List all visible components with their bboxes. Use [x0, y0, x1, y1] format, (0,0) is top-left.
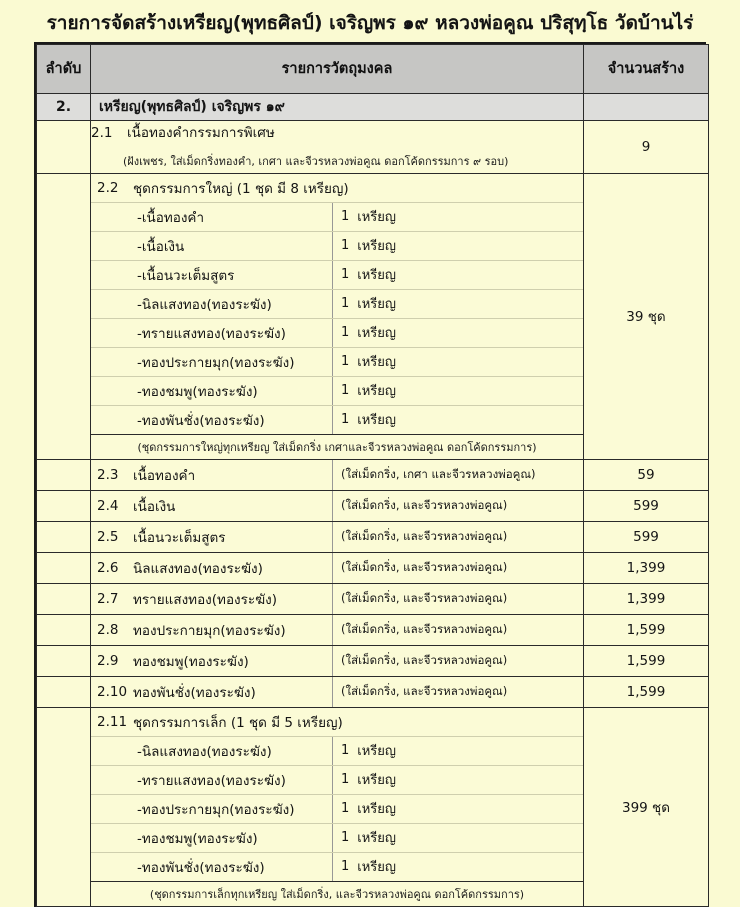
subitem-unit: เหรียญ [357, 210, 396, 226]
subitem-unit: เหรียญ [357, 297, 396, 313]
subitem-row [91, 347, 583, 376]
amount-value: 1,599 [626, 683, 666, 700]
item-line [91, 615, 583, 645]
section-number: 2. [37, 93, 91, 120]
item-label: ทรายแสงทอง(ทองระฆัง) [133, 591, 278, 608]
subitem-row [91, 823, 583, 852]
subitem-label: -ทองประกายมุก(ทองระฆัง) [137, 801, 295, 818]
row-seq-blank [37, 645, 91, 676]
row-description [91, 120, 584, 173]
row-amount [584, 707, 709, 906]
subitem-unit: เหรียญ [357, 773, 396, 789]
table-row [37, 645, 709, 676]
item-detail: (ใส่เม็ดกริ่ง, และจีวรหลวงพ่อคูณ) [341, 683, 508, 698]
subitem-count: 1 [341, 859, 350, 875]
subitem-unit: เหรียญ [357, 413, 396, 429]
subitem-row [91, 852, 583, 881]
item-label: ทองพันชั่ง(ทองระฆัง) [133, 684, 256, 701]
group-heading-line [91, 708, 583, 736]
row-description [91, 552, 584, 583]
table-row [37, 676, 709, 707]
subitem-label: -นิลแสงทอง(ทองระฆัง) [137, 296, 272, 313]
item-line [91, 491, 583, 521]
row-amount [584, 459, 709, 490]
amount-value: 59 [637, 466, 655, 483]
subitem-count: 1 [341, 354, 350, 370]
subitem-label: -เนื้อนวะเต็มสูตร [137, 267, 235, 284]
row-amount [584, 120, 709, 173]
row-seq-blank [37, 707, 91, 906]
row-seq-blank [37, 459, 91, 490]
amount-value: 599 [633, 528, 659, 545]
subitem-unit: เหรียญ [357, 860, 396, 876]
item-label: ทองประกายมุก(ทองระฆัง) [133, 622, 286, 639]
item-line [91, 553, 583, 583]
table-row [37, 707, 709, 906]
item-number: 2.5 [97, 528, 119, 545]
item-number: 2.2 [97, 179, 119, 196]
item-label: เนื้อนวะเต็มสูตร [133, 529, 226, 546]
table-row [37, 459, 709, 490]
amount-value: 1,399 [626, 590, 666, 607]
item-number: 2.11 [97, 713, 128, 730]
row-amount [584, 521, 709, 552]
item-detail: (ใส่เม็ดกริ่ง, และจีวรหลวงพ่อคูณ) [341, 528, 508, 543]
subitem-unit: เหรียญ [357, 744, 396, 760]
item-number: 2.9 [97, 652, 119, 669]
subitem-row [91, 405, 583, 434]
subitem-count: 1 [341, 383, 350, 399]
subitem-row [91, 318, 583, 347]
item-label: เนื้อเงิน [133, 498, 176, 515]
row-seq-blank [37, 676, 91, 707]
item-detail: (ใส่เม็ดกริ่ง, และจีวรหลวงพ่อคูณ) [341, 621, 508, 636]
row-seq-blank [37, 583, 91, 614]
amount-value: 1,599 [626, 621, 666, 638]
item-detail: (ใส่เม็ดกริ่ง, และจีวรหลวงพ่อคูณ) [341, 497, 508, 512]
subitem-unit: เหรียญ [357, 355, 396, 371]
group-heading-line [91, 174, 583, 202]
row-description [91, 490, 584, 521]
item-label: เนื้อทองคำกรรมการพิเศษ [127, 124, 275, 141]
item-detail: (ใส่เม็ดกริ่ง, และจีวรหลวงพ่อคูณ) [341, 652, 508, 667]
column-header-seq: ลำดับ [37, 44, 91, 93]
table-row [37, 120, 709, 173]
item-number: 2.7 [97, 590, 119, 607]
row-description [91, 459, 584, 490]
page-title: รายการจัดสร้างเหรียญ(พุทธศิลป์) เจริญพร ๑๙ หลวงพ่อคูณ ปริสุทฺโธ วัดบ้านไร่ [46, 12, 694, 34]
row-amount [584, 552, 709, 583]
item-number: 2.10 [97, 683, 128, 700]
subitem-unit: เหรียญ [357, 802, 396, 818]
subitem-count: 1 [341, 296, 350, 312]
row-description [91, 645, 584, 676]
subitem-unit: เหรียญ [357, 831, 396, 847]
subitem-row [91, 202, 583, 231]
row-seq-blank [37, 521, 91, 552]
subitem-label: -ทองพันชั่ง(ทองระฆัง) [137, 412, 265, 429]
row-amount [584, 645, 709, 676]
row-description [91, 707, 584, 906]
amulet-table-container [34, 42, 706, 907]
subitem-count: 1 [341, 743, 350, 759]
item-label: ทองชมพู(ทองระฆัง) [133, 653, 249, 670]
row-description [91, 173, 584, 459]
subitem-row [91, 231, 583, 260]
row-description [91, 583, 584, 614]
row-description [91, 676, 584, 707]
subitem-label: -ทองประกายมุก(ทองระฆัง) [137, 354, 295, 371]
subitem-row [91, 376, 583, 405]
row-amount [584, 676, 709, 707]
subitem-row [91, 736, 583, 765]
amount-value: 399 ชุด [622, 799, 670, 816]
subitem-unit: เหรียญ [357, 239, 396, 255]
table-row [37, 173, 709, 459]
amount-value: 1,599 [626, 652, 666, 669]
item-note: (ฝังเพชร, ใส่เม็ดกริ่งทองคำ, เกศา และจีวรหลวงพ่อคูณ ดอกโค้ดกรรมการ ๙ รอบ) [123, 154, 509, 168]
row-description [91, 521, 584, 552]
item-label: ชุดกรรมการเล็ก (1 ชุด มี 5 เหรียญ) [133, 714, 343, 731]
subitem-row [91, 260, 583, 289]
section-label: เหรียญ(พุทธศิลป์) เจริญพร ๑๙ [91, 93, 584, 120]
subitem-count: 1 [341, 772, 350, 788]
item-line [91, 584, 583, 614]
subitem-count: 1 [341, 830, 350, 846]
subitem-label: -เนื้อทองคำ [137, 209, 205, 226]
column-header-amount: จำนวนสร้าง [584, 44, 709, 93]
subitem-label: -ทองชมพู(ทองระฆัง) [137, 830, 258, 847]
group-footnote: (ชุดกรรมการใหญ่ทุกเหรียญ ใส่เม็ดกริ่ง เกศาและจีวรหลวงพ่อคูณ ดอกโค้ดกรรมการ) [91, 434, 583, 459]
table-row [37, 552, 709, 583]
subitem-count: 1 [341, 325, 350, 341]
item-label: เนื้อทองคำ [133, 467, 196, 484]
subitem-label: -นิลแสงทอง(ทองระฆัง) [137, 743, 272, 760]
row-amount [584, 490, 709, 521]
row-seq-blank [37, 552, 91, 583]
item-detail: (ใส่เม็ดกริ่ง, เกศา และจีวรหลวงพ่อคูณ) [341, 466, 536, 481]
table-header [37, 44, 709, 93]
item-number: 2.1 [91, 124, 113, 141]
amount-value: 9 [641, 138, 651, 155]
table-row [37, 583, 709, 614]
item-number: 2.8 [97, 621, 119, 638]
item-number: 2.6 [97, 559, 119, 576]
row-description [91, 614, 584, 645]
amount-value: 1,399 [626, 559, 666, 576]
item-detail: (ใส่เม็ดกริ่ง, และจีวรหลวงพ่อคูณ) [341, 559, 508, 574]
subitem-row [91, 794, 583, 823]
subitem-label: -ทองพันชั่ง(ทองระฆัง) [137, 859, 265, 876]
subitem-label: -ทรายแสงทอง(ทองระฆัง) [137, 325, 286, 342]
amount-value: 599 [633, 497, 659, 514]
row-seq-blank [37, 120, 91, 173]
table-row [37, 490, 709, 521]
item-label: ชุดกรรมการใหญ่ (1 ชุด มี 8 เหรียญ) [133, 180, 349, 197]
table-body [37, 93, 709, 906]
row-seq-blank [37, 614, 91, 645]
amulet-production-table [36, 44, 709, 907]
item-line [91, 646, 583, 676]
amount-value: 39 ชุด [626, 309, 666, 326]
row-amount [584, 173, 709, 459]
subitem-count: 1 [341, 412, 350, 428]
row-seq-blank [37, 490, 91, 521]
subitem-unit: เหรียญ [357, 326, 396, 342]
table-row [37, 614, 709, 645]
item-detail: (ใส่เม็ดกริ่ง, และจีวรหลวงพ่อคูณ) [341, 590, 508, 605]
subitem-unit: เหรียญ [357, 268, 396, 284]
subitem-count: 1 [341, 801, 350, 817]
subitem-label: -เนื้อเงิน [137, 238, 185, 255]
subitem-label: -ทรายแสงทอง(ทองระฆัง) [137, 772, 286, 789]
row-seq-blank [37, 173, 91, 459]
table-row [37, 521, 709, 552]
section-row [37, 93, 709, 120]
subitem-count: 1 [341, 238, 350, 254]
section-amount [584, 93, 709, 120]
item-line [91, 677, 583, 707]
subitem-count: 1 [341, 267, 350, 283]
subitem-row [91, 289, 583, 318]
item-number: 2.4 [97, 497, 119, 514]
item-line [91, 460, 583, 490]
row-amount [584, 614, 709, 645]
item-heading-line [91, 121, 583, 149]
subitem-unit: เหรียญ [357, 384, 396, 400]
item-line [91, 522, 583, 552]
row-amount [584, 583, 709, 614]
column-header-description: รายการวัตถุมงคล [91, 44, 584, 93]
subitem-label: -ทองชมพู(ทองระฆัง) [137, 383, 258, 400]
subitem-count: 1 [341, 209, 350, 225]
header-row [37, 44, 709, 93]
item-number: 2.3 [97, 466, 119, 483]
group-footnote: (ชุดกรรมการเล็กทุกเหรียญ ใส่เม็ดกริ่ง, และจีวรหลวงพ่อคูณ ดอกโค้ดกรรมการ) [91, 881, 583, 906]
item-label: นิลแสงทอง(ทองระฆัง) [133, 560, 263, 577]
